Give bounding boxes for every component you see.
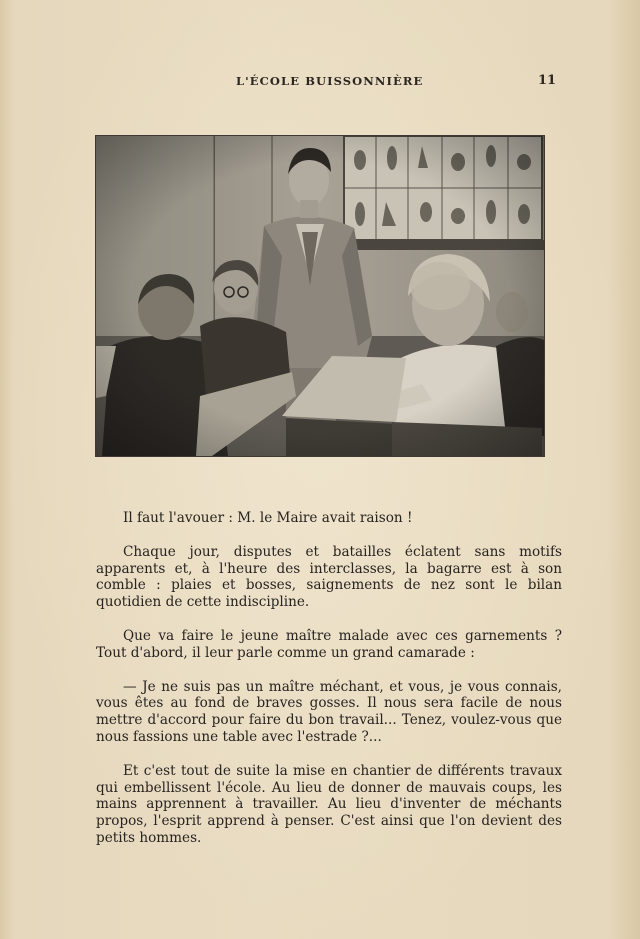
paragraph-2: Chaque jour, disputes et batailles éclatent sans motifs apparents et, à l'heure des interclasses, la bagarre est à son comble : plaies et bosses, saignements de nez sont le bilan quotidien de cette indiscipline. <box>96 543 562 611</box>
paragraph-3: Que va faire le jeune maître malade avec ces garnements ? Tout d'abord, il leur parle comme un grand camarade : <box>96 627 562 661</box>
classroom-photo <box>96 136 544 456</box>
paragraph-1: Il faut l'avouer : M. le Maire avait raison ! <box>123 510 413 526</box>
paragraph-5: Et c'est tout de suite la mise en chantier de différents travaux qui embellissent l'école. Au lieu de donner de mauvais coups, les mains apprennent à travailler. Au lieu d'inventer de méchants propos, l'esprit apprend à penser. C'est ainsi que l'on devient des petits hommes. <box>96 762 562 846</box>
classroom-photo-illustration <box>96 136 544 456</box>
page-number: 11 <box>538 73 557 88</box>
running-head <box>0 74 640 92</box>
paragraph-4: — Je ne suis pas un maître méchant, et vous, je vous connais, vous êtes au fond de braves gosses. Il nous sera facile de nous mettre d'accord pour faire du bon travail... Tenez, voulez-vous que nous fassions une table avec l'estrade ?... <box>96 678 562 745</box>
running-title: L'ÉCOLE BUISSONNIÈRE <box>236 74 424 88</box>
body-text <box>96 510 562 864</box>
